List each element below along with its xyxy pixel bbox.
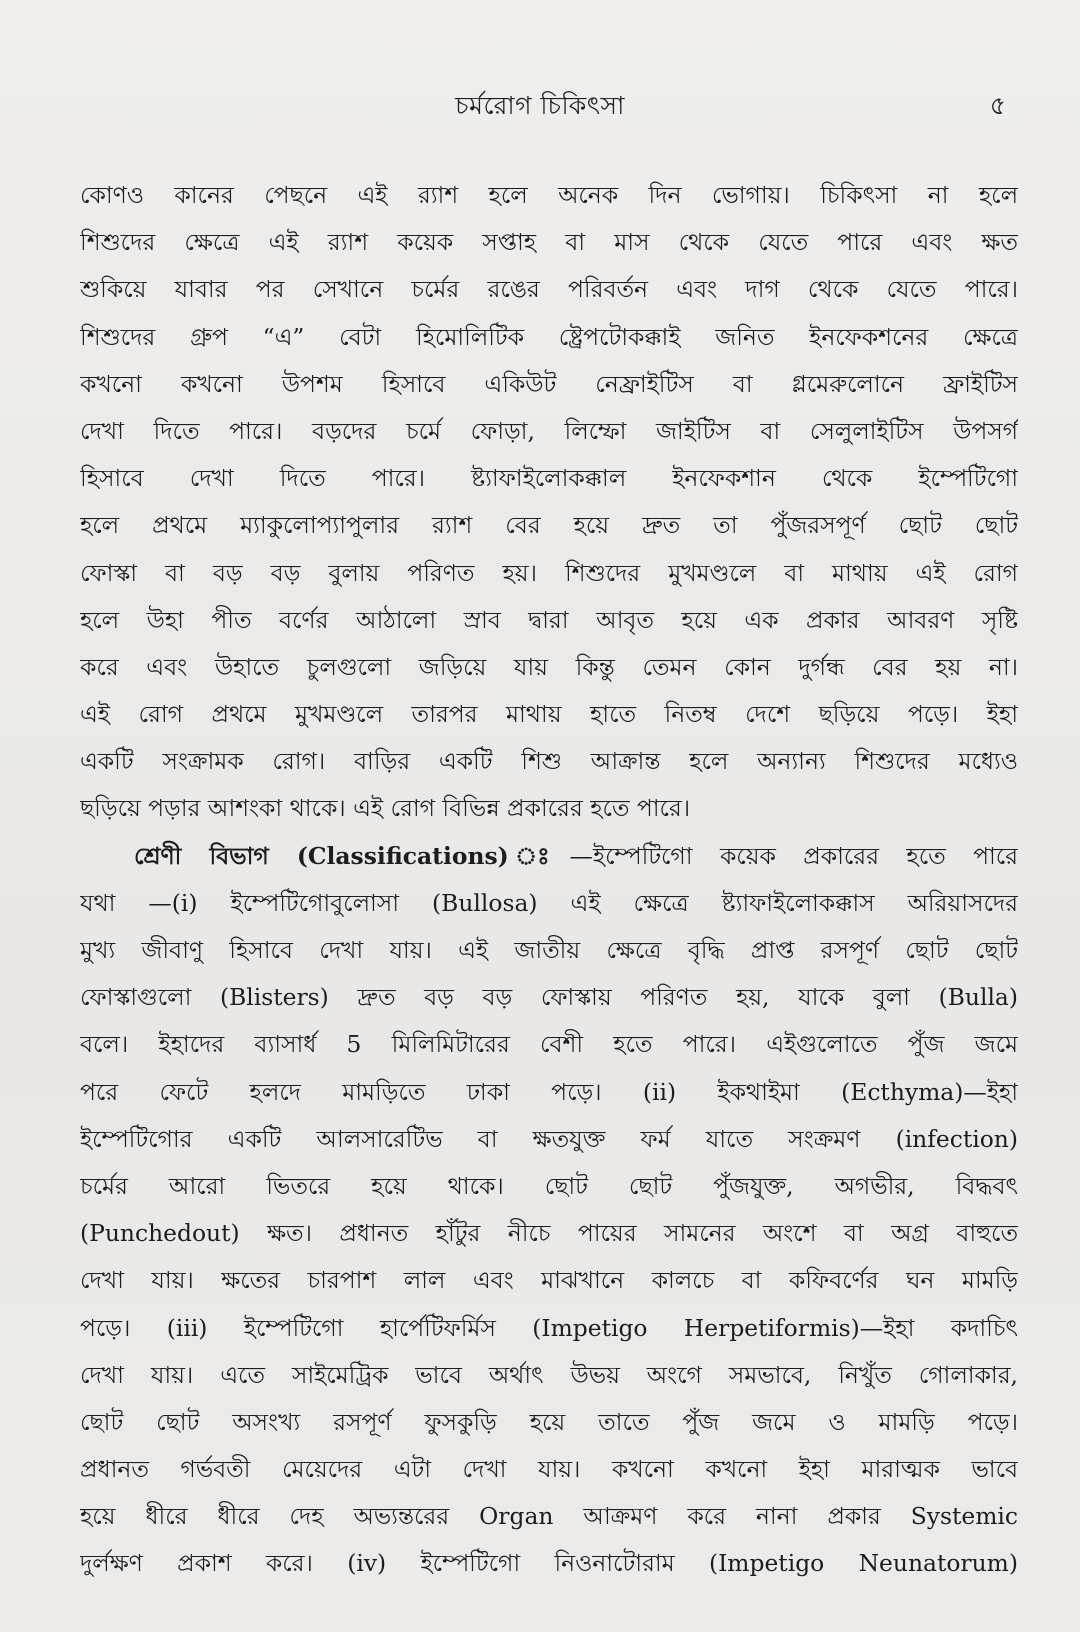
body-text [80, 172, 1018, 1588]
text-line: ফোস্কাগুলো (Blisters) দ্রুত বড় বড় ফোস্কায় পরিণত হয়, যাকে বুলা (Bulla) [80, 983, 1018, 1012]
text-line-first [80, 833, 1018, 880]
running-title: চর্মরোগ চিকিৎসা [455, 91, 625, 120]
text-line: কখনো কখনো উপশম হিসাবে একিউট নেফ্রাইটিস বা গ্লমেরুলোনে ফ্রাইটিস [80, 369, 1018, 398]
text-line: ছড়িয়ে পড়ার আশংকা থাকে। এই রোগ বিভিন্ন প্রকারের হতে পারে। [80, 794, 691, 823]
text-line: শিশুদের গ্রুপ “এ” বেটা হিমোলিটিক ষ্ট্রেপটোকক্কাই জনিত ইনফেকশনের ক্ষেত্রে [80, 322, 1018, 351]
text-line: হলে উহা পীত বর্ণের আঠালো স্রাব দ্বারা আবৃত হয়ে এক প্রকার আবরণ সৃষ্টি [80, 605, 1018, 634]
text-line: একটি সংক্রামক রোগ। বাড়ির একটি শিশু আক্রান্ত হলে অন্যান্য শিশুদের মধ্যেও [80, 747, 1018, 776]
page-header [0, 86, 1080, 126]
text-line: মুখ্য জীবাণু হিসাবে দেখা যায়। এই জাতীয় ক্ষেত্রে বৃদ্ধি প্রাপ্ত রসপূর্ণ ছোট ছোট [80, 936, 1018, 964]
text-line: কোণও কানের পেছনে এই র‍্যাশ হলে অনেক দিন ভোগায়। চিকিৎসা না হলে [80, 181, 1018, 209]
text-line: ফোস্কা বা বড় বড় বুলায় পরিণত হয়। শিশুদের মুখমণ্ডলে বা মাথায় এই রোগ [80, 558, 1018, 587]
text-line: পড়ে। (iii) ইম্পেটিগো হার্পেটিফর্মিস (Impetigo Herpetiformis)—ইহা কদাচিৎ [80, 1313, 1018, 1342]
text-line: করে এবং উহাতে চুলগুলো জড়িয়ে যায় কিন্তু তেমন কোন দুর্গন্ধ বের হয় না। [80, 652, 1018, 681]
text-line: হলে প্রথমে ম্যাকুলোপ্যাপুলার র‍্যাশ বের হয়ে দ্রুত তা পুঁজরসপূর্ণ ছোট ছোট [80, 511, 1018, 540]
page-number: ৫ [989, 91, 1006, 120]
text-line: শিশুদের ক্ষেত্রে এই র‍্যাশ কয়েক সপ্তাহ বা মাস থেকে যেতে পারে এবং ক্ষত [80, 228, 1018, 257]
paragraph-1 [80, 172, 1018, 833]
text-line: প্রধানত গর্ভবতী মেয়েদের এটা দেখা যায়। কখনো কখনো ইহা মারাত্মক ভাবে [80, 1455, 1018, 1484]
text-line: ইম্পেটিগোর একটি আলসারেটিভ বা ক্ষতযুক্ত ফর্ম যাতে সংক্রমণ (infection) [80, 1124, 1018, 1153]
text-line: চর্মের আরো ভিতরে হয়ে থাকে। ছোট ছোট পুঁজযুক্ত, অগভীর, বিদ্ধবৎ [80, 1171, 1018, 1200]
heading-continuation: —ইম্পেটিগো কয়েক প্রকারের হতে পারে [569, 841, 1018, 870]
text-line: দুর্লক্ষণ প্রকাশ করে। (iv) ইম্পেটিগো নিওনাটোরাম (Impetigo Neunatorum) [80, 1549, 1018, 1578]
paragraph-2 [80, 833, 1018, 1588]
text-line: হিসাবে দেখা দিতে পারে। ষ্ট্যাফাইলোকক্কাল ইনফেকশান থেকে ইম্পেটিগো [80, 464, 1018, 493]
text-line: ছোট ছোট অসংখ্য রসপূর্ণ ফুসকুড়ি হয়ে তাতে পুঁজ জমে ও মামড়ি পড়ে। [80, 1407, 1018, 1436]
text-line: যথা —(i) ইম্পেটিগোবুলোসা (Bullosa) এই ক্ষেত্রে ষ্ট্যাফাইলোকক্কাস অরিয়াসদের [80, 888, 1018, 917]
text-line: পরে ফেটে হলদে মামড়িতে ঢাকা পড়ে। (ii) ইকথাইমা (Ecthyma)—ইহা [80, 1077, 1018, 1106]
text-line: হয়ে ধীরে ধীরে দেহ অভ্যন্তরের Organ আক্রমণ করে নানা প্রকার Systemic [80, 1502, 1018, 1531]
text-line: শুকিয়ে যাবার পর সেখানে চর্মের রঙের পরিবর্তন এবং দাগ থেকে যেতে পারে। [80, 275, 1018, 304]
text-line: দেখা যায়। ক্ষতের চারপাশ লাল এবং মাঝখানে কালচে বা কফিবর্ণের ঘন মামড়ি [80, 1266, 1018, 1295]
text-line: এই রোগ প্রথমে মুখমণ্ডলে তারপর মাথায় হাতে নিতম্ব দেশে ছড়িয়ে পড়ে। ইহা [80, 700, 1018, 729]
text-line: বলে। ইহাদের ব্যাসার্ধ 5 মিলিমিটারের বেশী হতে পারে। এইগুলোতে পুঁজ জমে [80, 1030, 1018, 1059]
text-line: দেখা যায়। এতে সাইমেট্রিক ভাবে অর্থাৎ উভয় অংগে সমভাবে, নিখুঁত গোলাকার, [80, 1360, 1018, 1389]
text-line: দেখা দিতে পারে। বড়দের চর্মে ফোড়া, লিম্ফো জাইটিস বা সেলুলাইটিস উপসর্গ [80, 416, 1018, 445]
section-heading: শ্রেণী বিভাগ (Classifications) ঃ [134, 841, 570, 870]
text-line: (Punchedout) ক্ষত। প্রধানত হাঁটুর নীচে পায়ের সামনের অংশে বা অগ্র বাহুতে [80, 1219, 1018, 1248]
